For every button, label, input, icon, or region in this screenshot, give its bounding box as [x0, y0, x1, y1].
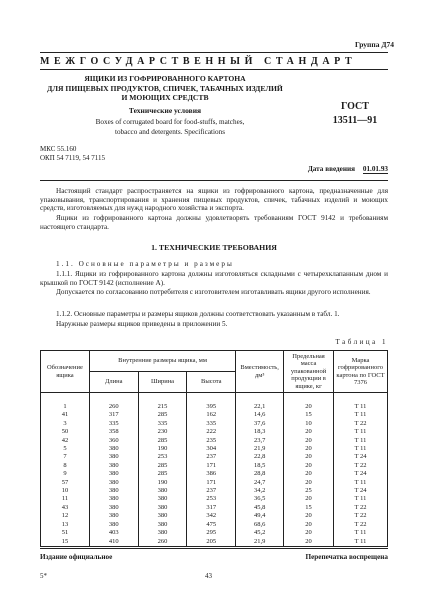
title-line: И МОЮЩИХ СРЕДСТВ [121, 93, 209, 102]
table-cell: 380 [89, 521, 138, 529]
table-cell: 20 [284, 453, 334, 461]
english-title-line: tobacco and detergents. Specifications [114, 127, 226, 136]
clause-1-1-2: 1.1.2. Основные параметры и размеры ящиков должны соответствовать указанным в табл. 1. [56, 310, 340, 318]
gost-designation [320, 100, 390, 128]
table-cell: 57 [41, 479, 90, 487]
table-row [41, 529, 388, 537]
table-cell: Т 11 [334, 538, 388, 547]
table-row [41, 479, 388, 487]
table-cell: 11 [41, 495, 90, 503]
table-row [41, 393, 388, 412]
table-cell: 253 [138, 453, 187, 461]
table-cell: 21,9 [236, 538, 284, 547]
english-title-line: Boxes of corrugated board for food-stuffs, matches, [95, 118, 245, 126]
table-body [41, 393, 388, 547]
table-cell: 235 [187, 437, 236, 445]
table-cell: 45,2 [236, 529, 284, 537]
table-row [41, 411, 388, 419]
table-cell: 215 [138, 393, 187, 412]
table-cell: 222 [187, 428, 236, 436]
table-cell: 51 [41, 529, 90, 537]
section-heading: 1. ТЕХНИЧЕСКИЕ ТРЕБОВАНИЯ [151, 243, 277, 252]
table-row [41, 453, 388, 461]
table-row [41, 504, 388, 512]
table-cell: 380 [138, 529, 187, 537]
table-row [41, 512, 388, 520]
standard-banner: МЕЖГОСУДАРСТВЕННЫЙ СТАНДАРТ [40, 56, 357, 67]
table-cell: 20 [284, 428, 334, 436]
table-cell: 360 [89, 437, 138, 445]
table-cell: 358 [89, 428, 138, 436]
footer-rule [40, 548, 388, 549]
table-cell: 68,6 [236, 521, 284, 529]
table-cell: 49,4 [236, 512, 284, 520]
table-cell: 20 [284, 445, 334, 453]
table-cell: 380 [89, 487, 138, 495]
table-cell: 15 [284, 504, 334, 512]
table-cell: 20 [284, 512, 334, 520]
table-cell: Т 11 [334, 411, 388, 419]
reprint-forbidden: Перепечатка воспрещена [305, 553, 388, 561]
table-cell: 42 [41, 437, 90, 445]
classification-codes [40, 145, 105, 163]
table-cell: 36,5 [236, 495, 284, 503]
table-cell: Т 22 [334, 521, 388, 529]
table-cell: 230 [138, 428, 187, 436]
effective-date [308, 165, 388, 174]
table-cell: 20 [284, 393, 334, 412]
table-cell: 22,1 [236, 393, 284, 412]
subsection-heading [40, 260, 388, 269]
header-mass: Предельная масса упакованной продукции в ящике, кг [284, 351, 334, 393]
table-cell: 335 [89, 420, 138, 428]
mks-code: МКС 55.160 [40, 145, 77, 153]
table-cell: 20 [284, 437, 334, 445]
date-value: 01.01.93 [362, 165, 388, 173]
table-cell: 335 [138, 420, 187, 428]
table-cell: 237 [187, 487, 236, 495]
table-cell: 18,5 [236, 462, 284, 470]
table-cell: 380 [89, 453, 138, 461]
header-width: Ширина [138, 372, 187, 393]
table-cell: Т 22 [334, 512, 388, 520]
table-cell: Т 11 [334, 445, 388, 453]
table-cell: 10 [41, 487, 90, 495]
table-row [41, 538, 388, 547]
table-cell: 380 [89, 470, 138, 478]
okp-code: ОКП 54 7119, 54 7115 [40, 154, 106, 162]
table-cell: 18,3 [236, 428, 284, 436]
table-row [41, 445, 388, 453]
table-cell: 10 [284, 420, 334, 428]
table-cell: 380 [89, 462, 138, 470]
table-row [41, 470, 388, 478]
table-cell: 342 [187, 512, 236, 520]
table-cell: 410 [89, 538, 138, 547]
top-rule [40, 52, 388, 53]
table-cell: 1 [41, 393, 90, 412]
title-line: ЯЩИКИ ИЗ ГОФРИРОВАННОГО КАРТОНА [84, 74, 246, 83]
table-cell: 190 [138, 479, 187, 487]
table-cell: 9 [41, 470, 90, 478]
document-subtitle: Технические условия [128, 106, 202, 115]
signature-mark: 5* [40, 572, 47, 580]
table-row [41, 437, 388, 445]
table-cell: Т 11 [334, 393, 388, 412]
table-cell: Т 24 [334, 453, 388, 461]
table-cell: 475 [187, 521, 236, 529]
header-capacity: Вместимость, дм³ [236, 351, 284, 393]
table-cell: 20 [284, 479, 334, 487]
table-cell: 20 [284, 470, 334, 478]
table-cell: 395 [187, 393, 236, 412]
table-cell: 20 [284, 521, 334, 529]
table-cell: Т 11 [334, 479, 388, 487]
box-parameters-table [40, 350, 388, 547]
table-cell: 260 [89, 393, 138, 412]
table-cell: 21,9 [236, 445, 284, 453]
subsection-text: 1.1. Основные параметры и размеры [56, 260, 234, 268]
table-cell: 317 [89, 411, 138, 419]
page-number: 43 [205, 572, 212, 580]
clause-1-1-1: 1.1.1. Ящики из гофрированного картона должны изготовляться складными с четырехклапанным дном и крышкой по ГОСТ 9142 (исполнение А). [40, 270, 388, 287]
table-cell: 380 [138, 504, 187, 512]
title-line: ДЛЯ ПИЩЕВЫХ ПРОДУКТОВ, СПИЧЕК, ТАБАЧНЫХ ИЗДЕЛИЙ [47, 83, 283, 93]
header-height: Высота [187, 372, 236, 393]
header-designation: Обозначение ящика [41, 351, 90, 393]
table-cell: 285 [138, 437, 187, 445]
table-caption: Таблица 1 [335, 338, 388, 346]
table-cell: 380 [89, 495, 138, 503]
table-cell: 237 [187, 453, 236, 461]
table-cell: 403 [89, 529, 138, 537]
table-cell: 34,2 [236, 487, 284, 495]
gost-label: ГОСТ [341, 101, 369, 112]
table-cell: 380 [138, 512, 187, 520]
table-cell: 380 [89, 504, 138, 512]
date-rule [40, 180, 388, 181]
table-row [41, 462, 388, 470]
table-cell: 43 [41, 504, 90, 512]
table-row [41, 487, 388, 495]
header-grade: Марка гофрированного картона по ГОСТ 7376 [334, 351, 388, 393]
official-edition: Издание официальное [40, 553, 113, 561]
table-cell: 171 [187, 462, 236, 470]
table-cell: Т 11 [334, 437, 388, 445]
banner-rule [40, 69, 388, 70]
table-cell: 253 [187, 495, 236, 503]
document-title [40, 74, 290, 103]
table-cell: 20 [284, 538, 334, 547]
table-cell: Т 22 [334, 420, 388, 428]
table-cell: 3 [41, 420, 90, 428]
table-cell: Т 22 [334, 462, 388, 470]
table-cell: 380 [138, 495, 187, 503]
table-cell: 317 [187, 504, 236, 512]
table-cell: 24,7 [236, 479, 284, 487]
table-cell: 304 [187, 445, 236, 453]
table-cell: 41 [41, 411, 90, 419]
table-cell: 15 [41, 538, 90, 547]
table-cell: 28,8 [236, 470, 284, 478]
table-cell: 380 [89, 512, 138, 520]
intro-paragraph-2: Ящики из гофрированного картона должны удовлетворять требованиям ГОСТ 9142 и требованиям настоящего стандарта. [40, 214, 388, 231]
table-cell: 205 [187, 538, 236, 547]
header-inner-dimensions: Внутренние размеры ящика, мм [89, 351, 235, 372]
table-cell: 37,6 [236, 420, 284, 428]
table-cell: 14,6 [236, 411, 284, 419]
table-cell: 295 [187, 529, 236, 537]
table-cell: 13 [41, 521, 90, 529]
date-label: Дата введения [307, 165, 356, 173]
table-row [41, 428, 388, 436]
table-cell: 50 [41, 428, 90, 436]
english-title [70, 118, 270, 137]
table-row [41, 420, 388, 428]
table-cell: 260 [138, 538, 187, 547]
table-cell: 190 [138, 445, 187, 453]
group-code: Группа Д74 [354, 40, 394, 49]
table-cell: 45,8 [236, 504, 284, 512]
table-cell: Т 11 [334, 529, 388, 537]
table-cell: 20 [284, 462, 334, 470]
table-cell: 12 [41, 512, 90, 520]
table-cell: 380 [89, 445, 138, 453]
table-cell: Т 24 [334, 487, 388, 495]
table-cell: Т 11 [334, 495, 388, 503]
table-cell: 171 [187, 479, 236, 487]
intro-paragraph: Настоящий стандарт распространяется на ящики из гофрированного картона, предназначенные для упаковывания, транспортирования и хранения пищевых продуктов, спичек, табачных изделий и моющих средств, изготовляемых для нужд народного хозяйства и экспорта. [40, 187, 388, 213]
table-row [41, 521, 388, 529]
table-cell: 285 [138, 462, 187, 470]
table-cell: Т 11 [334, 428, 388, 436]
table-row [41, 495, 388, 503]
header-length: Длина [89, 372, 138, 393]
table-cell: 380 [138, 521, 187, 529]
table-cell: 285 [138, 470, 187, 478]
table-cell: 23,7 [236, 437, 284, 445]
table-cell: 15 [284, 411, 334, 419]
table-cell: 5 [41, 445, 90, 453]
table-cell: 8 [41, 462, 90, 470]
table-cell: 380 [89, 479, 138, 487]
table-cell: 22,8 [236, 453, 284, 461]
table-cell: 20 [284, 495, 334, 503]
table-cell: 25 [284, 487, 334, 495]
table-cell: Т 22 [334, 504, 388, 512]
table-cell: 7 [41, 453, 90, 461]
table-cell: Т 24 [334, 470, 388, 478]
gost-number: 13511—91 [332, 115, 378, 126]
table-cell: 386 [187, 470, 236, 478]
table-cell: 285 [138, 411, 187, 419]
table-cell: 162 [187, 411, 236, 419]
table-cell: 380 [138, 487, 187, 495]
clause-1-1-2-note: Наружные размеры ящиков приведены в приложении 5. [56, 320, 228, 328]
table-cell: 335 [187, 420, 236, 428]
table-cell: 20 [284, 529, 334, 537]
clause-1-1-1-note: Допускается по согласованию потребителя с изготовителем изготавливать ящики другого исполнения. [56, 288, 371, 296]
